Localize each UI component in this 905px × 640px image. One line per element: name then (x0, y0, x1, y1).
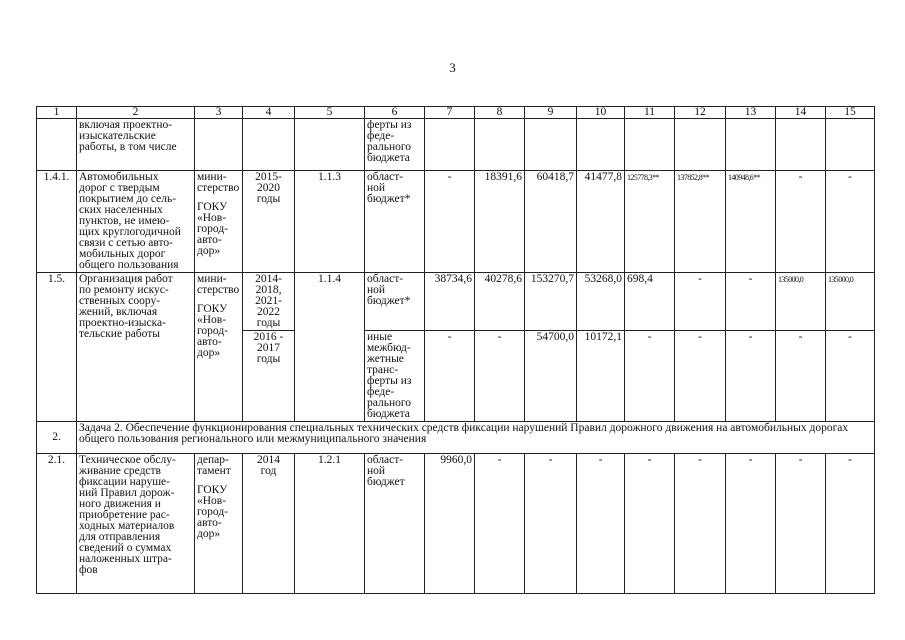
value-cell: 135000,0 (776, 273, 826, 331)
row-number-cell: 1.5. (37, 273, 77, 422)
activity-name-cell: включая проектно- изыскательские работы, в том числе (77, 119, 195, 171)
value-cell: 9960,0 (425, 454, 475, 594)
value-cell (425, 119, 475, 171)
value-cell (776, 119, 826, 171)
header-cell: 7 (425, 107, 475, 119)
value-cell: - (776, 331, 826, 422)
header-cell: 6 (365, 107, 425, 119)
header-cell: 5 (295, 107, 365, 119)
row-number-cell (37, 119, 77, 171)
value-cell: - (475, 331, 525, 422)
years-cell (243, 119, 295, 171)
value-cell (625, 119, 675, 171)
header-cell: 15 (826, 107, 875, 119)
target-cell (295, 119, 365, 171)
value-cell: - (726, 273, 776, 331)
header-cell: 8 (475, 107, 525, 119)
value-cell: 135000,0 (826, 273, 875, 331)
source-cell: област- ной бюджет (365, 454, 425, 594)
value-cell: 54700,0 (525, 331, 577, 422)
value-cell (577, 119, 625, 171)
header-cell: 13 (726, 107, 776, 119)
executor-line: ГОКУ «Нов- город- авто- дор» (197, 484, 229, 540)
target-cell: 1.2.1 (295, 454, 365, 594)
executor-line: ГОКУ «Нов- город- авто- дор» (197, 201, 229, 257)
header-cell: 1 (37, 107, 77, 119)
value-cell: - (425, 171, 475, 273)
value-cell (475, 119, 525, 171)
task-heading-cell: Задача 2. Обеспечение функционирования специальных технических средств фиксации нарушений Правил дорожного движения на автомобильных дорогах общего пользования регионального или межмуниципального значения (77, 422, 875, 454)
table-row (37, 454, 875, 594)
value-cell: - (776, 171, 826, 273)
value-cell: - (675, 273, 726, 331)
table-row (37, 171, 875, 273)
value-cell: - (726, 454, 776, 594)
value-cell: 140948,6** (726, 171, 776, 273)
years-cell: 2015- 2020 годы (243, 171, 295, 273)
table-row (37, 273, 875, 331)
value-cell: 40278,6 (475, 273, 525, 331)
value-cell: 698,4 (625, 273, 675, 331)
value-cell: - (826, 331, 875, 422)
header-cell: 3 (195, 107, 243, 119)
value-cell (826, 119, 875, 171)
value-cell: 137852,8** (675, 171, 726, 273)
value-cell: - (425, 331, 475, 422)
source-cell: ферты из феде- рального бюджета (365, 119, 425, 171)
value-cell: - (525, 454, 577, 594)
years-cell: 2016 - 2017 годы (243, 331, 295, 422)
value-cell: - (726, 331, 776, 422)
header-cell: 4 (243, 107, 295, 119)
header-cell: 10 (577, 107, 625, 119)
source-cell: област- ной бюджет* (365, 273, 425, 331)
value-cell: 53268,0 (577, 273, 625, 331)
header-row (37, 107, 875, 119)
value-cell: - (826, 454, 875, 594)
value-cell: - (826, 171, 875, 273)
header-cell: 2 (77, 107, 195, 119)
header-cell: 11 (625, 107, 675, 119)
value-cell: - (625, 454, 675, 594)
value-cell: 125778,3** (625, 171, 675, 273)
source-cell: иные межбюд- жетные транс- ферты из феде- рального бюджета (365, 331, 425, 422)
executor-cell (195, 454, 243, 594)
value-cell: - (625, 331, 675, 422)
table-row (37, 422, 875, 454)
row-number-cell: 2.1. (37, 454, 77, 594)
activity-name-cell: Автомобильных дорог с твердым покрытием до сель- ских населенных пунктов, не имею- щих круглогодичной связи с сетью авто- мобильных дорог общего пользования (77, 171, 195, 273)
value-cell: - (475, 454, 525, 594)
header-cell: 9 (525, 107, 577, 119)
source-cell: област- ной бюджет* (365, 171, 425, 273)
value-cell: 38734,6 (425, 273, 475, 331)
executor-line: ГОКУ «Нов- город- авто- дор» (197, 303, 229, 359)
value-cell (525, 119, 577, 171)
value-cell: 153270,7 (525, 273, 577, 331)
target-cell: 1.1.3 (295, 171, 365, 273)
header-cell: 12 (675, 107, 726, 119)
value-cell: - (776, 454, 826, 594)
table-row (37, 119, 875, 171)
page-number: 3 (449, 60, 456, 75)
header-cell: 14 (776, 107, 826, 119)
value-cell: - (675, 454, 726, 594)
target-cell: 1.1.4 (295, 273, 365, 422)
executor-line: мини- стерство (197, 171, 240, 194)
value-cell: 41477,8 (577, 171, 625, 273)
executor-cell (195, 273, 243, 422)
row-number-cell: 1.4.1. (37, 171, 77, 273)
value-cell: 10172,1 (577, 331, 625, 422)
years-cell: 2014- 2018, 2021- 2022 годы (243, 273, 295, 331)
executor-line: мини- стерство (197, 273, 240, 296)
value-cell (675, 119, 726, 171)
value-cell: - (675, 331, 726, 422)
activity-name-cell: Организация работ по ремонту искус- ственных соору- жений, включая проектно-изыска- тельские работы (77, 273, 195, 422)
value-cell: - (577, 454, 625, 594)
value-cell (726, 119, 776, 171)
budget-table (36, 106, 875, 594)
row-number-cell: 2. (37, 422, 77, 454)
value-cell: 60418,7 (525, 171, 577, 273)
years-cell: 2014 год (243, 454, 295, 594)
value-cell: 18391,6 (475, 171, 525, 273)
activity-name-cell: Техническое обслу- живание средств фиксации наруше- ний Правил дорож- ного движения и приобретение рас- ходных материалов для отправления сведений о суммах наложенных штра- фов (77, 454, 195, 594)
executor-cell (195, 119, 243, 171)
executor-cell (195, 171, 243, 273)
executor-line: депар- тамент (197, 454, 231, 477)
